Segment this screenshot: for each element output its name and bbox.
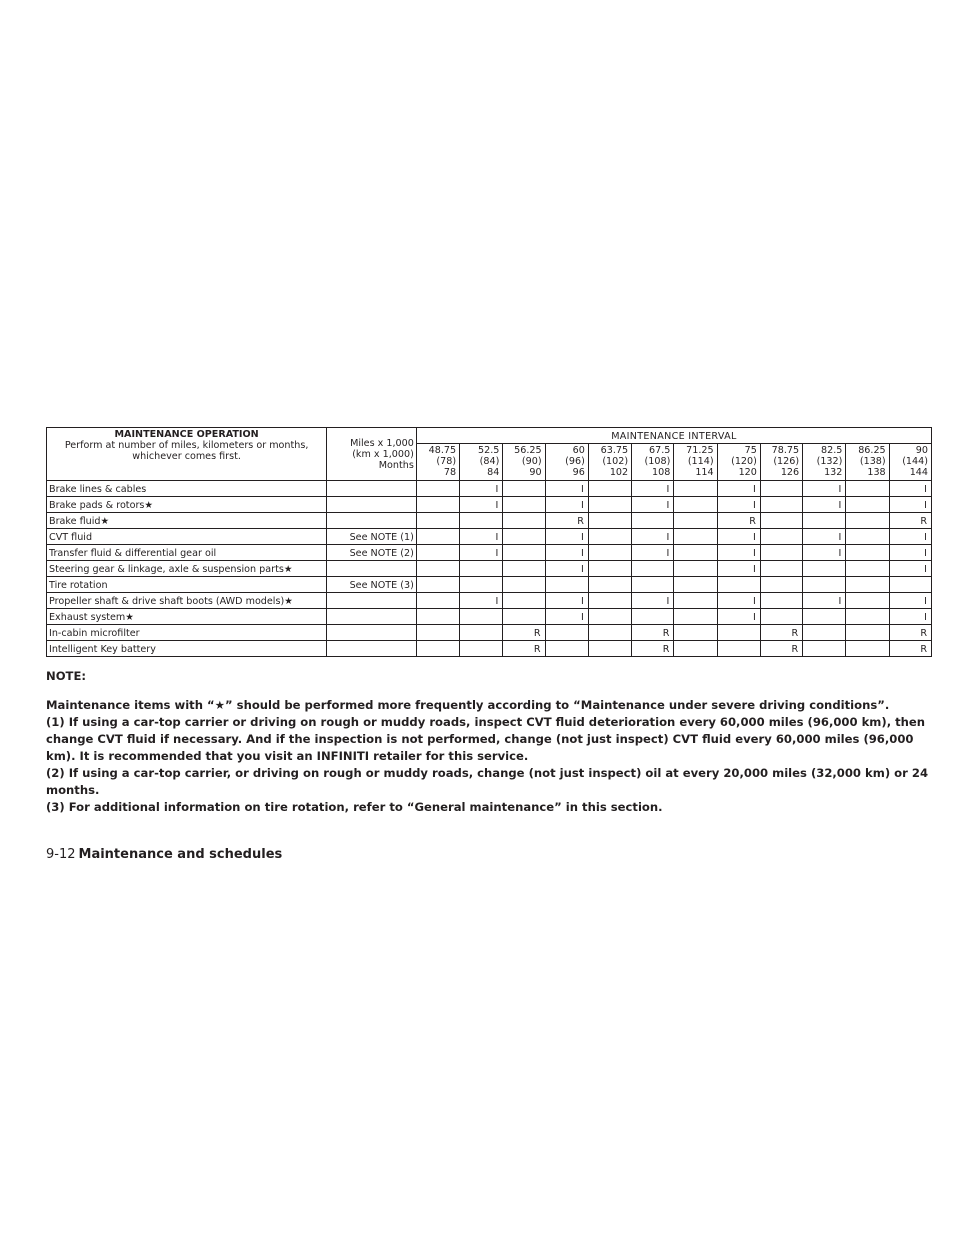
interval-mark: I: [632, 545, 674, 561]
interval-mark: [760, 545, 802, 561]
interval-mark: [503, 545, 545, 561]
interval-km: (144): [902, 456, 928, 467]
interval-mark: [717, 577, 760, 593]
interval-km: (84): [479, 456, 500, 467]
interval-mark: I: [460, 545, 503, 561]
interval-mark: [416, 481, 459, 497]
interval-mark: [632, 577, 674, 593]
interval-mark: [760, 497, 802, 513]
interval-miles: 67.5: [648, 445, 671, 456]
operation-note-ref: [327, 481, 417, 497]
interval-months: 78: [443, 467, 457, 478]
table-row: [47, 545, 932, 561]
table-row: [47, 593, 932, 609]
interval-mark: R: [760, 625, 802, 641]
units-km-label: (km x 1,000): [352, 448, 414, 460]
interval-mark: [460, 513, 503, 529]
interval-header-cell: [846, 444, 889, 481]
interval-mark: [846, 577, 889, 593]
interval-mark: [416, 577, 459, 593]
operation-name: Exhaust system★: [47, 609, 327, 625]
interval-mark: [503, 497, 545, 513]
interval-mark: I: [803, 545, 846, 561]
operation-name: Brake fluid★: [47, 513, 327, 529]
interval-months: 84: [487, 467, 500, 478]
operation-heading: MAINTENANCE OPERATION: [114, 429, 259, 440]
page-number: 9-12: [46, 847, 76, 862]
operation-header-cell: [47, 428, 327, 481]
interval-miles: 48.75: [428, 445, 457, 456]
interval-mark: [760, 513, 802, 529]
interval-km: (138): [859, 456, 886, 467]
interval-mark: [674, 625, 717, 641]
units-header-cell: [327, 428, 417, 481]
interval-mark: [674, 593, 717, 609]
note-severe-conditions: Maintenance items with “★” should be performed more frequently according to “Maintenance under severe driving conditions”.: [46, 698, 890, 712]
interval-mark: [760, 593, 802, 609]
interval-mark: R: [889, 625, 931, 641]
interval-mark: [588, 593, 631, 609]
interval-mark: [588, 497, 631, 513]
interval-mark: [846, 481, 889, 497]
interval-mark: [460, 609, 503, 625]
interval-mark: I: [460, 497, 503, 513]
interval-mark: I: [889, 497, 931, 513]
operation-name: Transfer fluid & differential gear oil: [47, 545, 327, 561]
operation-note-ref: [327, 513, 417, 529]
interval-km: (108): [644, 456, 671, 467]
interval-mark: [846, 545, 889, 561]
notes-section: [46, 668, 936, 816]
interval-mark: [503, 481, 545, 497]
interval-mark: [503, 529, 545, 545]
maintenance-schedule-table: [46, 427, 932, 657]
interval-months: 114: [695, 467, 714, 478]
interval-mark: [588, 625, 631, 641]
interval-header-cell: [416, 444, 459, 481]
interval-months: 102: [609, 467, 629, 478]
interval-km: (102): [602, 456, 629, 467]
interval-mark: I: [717, 497, 760, 513]
interval-mark: I: [460, 481, 503, 497]
interval-mark: I: [803, 529, 846, 545]
interval-mark: [416, 593, 459, 609]
header-row-top: [47, 428, 932, 444]
table-row: [47, 481, 932, 497]
interval-mark: [803, 513, 846, 529]
interval-mark: [803, 561, 846, 577]
interval-mark: I: [632, 481, 674, 497]
interval-mark: [846, 529, 889, 545]
interval-mark: [674, 497, 717, 513]
interval-mark: [588, 513, 631, 529]
interval-mark: I: [717, 593, 760, 609]
interval-mark: I: [545, 593, 588, 609]
interval-mark: R: [545, 513, 588, 529]
interval-miles: 52.5: [477, 445, 500, 456]
interval-km: (132): [816, 456, 843, 467]
interval-mark: [588, 577, 631, 593]
interval-mark: [632, 609, 674, 625]
interval-mark: [588, 561, 631, 577]
interval-km: (120): [731, 456, 757, 467]
interval-mark: I: [545, 545, 588, 561]
interval-mark: I: [803, 481, 846, 497]
interval-months: 126: [780, 467, 800, 478]
interval-mark: I: [717, 481, 760, 497]
interval-mark: R: [503, 641, 545, 657]
interval-mark: [588, 529, 631, 545]
interval-mark: [674, 577, 717, 593]
interval-mark: [717, 625, 760, 641]
interval-mark: [803, 577, 846, 593]
interval-months: 108: [652, 467, 671, 478]
interval-header-cell: [545, 444, 588, 481]
operation-name: Brake pads & rotors★: [47, 497, 327, 513]
operation-note-ref: [327, 641, 417, 657]
interval-miles: 86.25: [858, 445, 886, 456]
interval-miles: 90: [915, 445, 928, 456]
interval-mark: I: [889, 593, 931, 609]
interval-mark: [416, 529, 459, 545]
interval-mark: [717, 641, 760, 657]
note-1-cvt-fluid: (1) If using a car-top carrier or driving on rough or muddy roads, inspect CVT fluid deterioration every 60,000 miles (96,000 km), then change CVT fluid if necessary. And if the inspection is not performed, change (not just inspect) CVT fluid every 60,000 miles (96,000 km). It is recommended that you visit an INFINITI retailer for this service.: [46, 715, 926, 763]
interval-mark: [846, 593, 889, 609]
interval-mark: [460, 625, 503, 641]
interval-mark: I: [632, 529, 674, 545]
table-row: [47, 577, 932, 593]
interval-months: 132: [824, 467, 843, 478]
interval-miles: 56.25: [514, 445, 542, 456]
interval-mark: I: [889, 481, 931, 497]
interval-header-cell: [760, 444, 802, 481]
interval-mark: [460, 561, 503, 577]
schedule-body: [47, 481, 932, 657]
interval-mark: I: [545, 561, 588, 577]
interval-mark: [803, 609, 846, 625]
interval-months: 90: [529, 467, 542, 478]
interval-mark: [846, 513, 889, 529]
interval-mark: I: [717, 545, 760, 561]
interval-mark: [545, 625, 588, 641]
operation-name: Brake lines & cables: [47, 481, 327, 497]
interval-mark: [503, 513, 545, 529]
interval-mark: I: [545, 481, 588, 497]
interval-mark: R: [889, 641, 931, 657]
operation-note-ref: [327, 593, 417, 609]
page-footer: [46, 847, 282, 863]
interval-mark: [416, 513, 459, 529]
interval-miles: 71.25: [686, 445, 714, 456]
interval-mark: [503, 561, 545, 577]
interval-mark: [674, 561, 717, 577]
interval-mark: I: [803, 593, 846, 609]
interval-header-cell: [889, 444, 931, 481]
interval-mark: [588, 481, 631, 497]
interval-mark: I: [717, 561, 760, 577]
interval-mark: I: [545, 497, 588, 513]
note-3-tire-rotation: (3) For additional information on tire rotation, refer to “General maintenance” in this section.: [46, 800, 663, 814]
interval-mark: [588, 641, 631, 657]
interval-header-cell: [632, 444, 674, 481]
interval-mark: [460, 641, 503, 657]
interval-mark: I: [545, 609, 588, 625]
interval-mark: [588, 545, 631, 561]
interval-mark: [846, 609, 889, 625]
interval-mark: R: [632, 625, 674, 641]
interval-mark: [545, 577, 588, 593]
interval-header-cell: [588, 444, 631, 481]
interval-header-cell: [460, 444, 503, 481]
interval-header-cell: [674, 444, 717, 481]
section-title: Maintenance and schedules: [78, 847, 283, 862]
operation-name: CVT fluid: [47, 529, 327, 545]
interval-mark: I: [717, 609, 760, 625]
interval-km: (78): [436, 456, 457, 467]
interval-mark: [846, 641, 889, 657]
table-row: [47, 609, 932, 625]
interval-mark: [588, 609, 631, 625]
notes-title: NOTE:: [46, 669, 87, 683]
operation-name: Intelligent Key battery: [47, 641, 327, 657]
interval-mark: R: [717, 513, 760, 529]
units-miles-label: Miles x 1,000: [350, 437, 414, 449]
interval-mark: [760, 561, 802, 577]
interval-mark: [416, 625, 459, 641]
interval-km: (90): [521, 456, 542, 467]
interval-mark: I: [889, 561, 931, 577]
interval-months: 96: [572, 467, 585, 478]
operation-name: In-cabin microfilter: [47, 625, 327, 641]
operation-note-ref: [327, 561, 417, 577]
interval-mark: [674, 481, 717, 497]
note-2-gear-oil: (2) If using a car-top carrier, or driving on rough or muddy roads, change (not just inspect) oil at every 20,000 miles (32,000 km) or 24 months.: [46, 766, 929, 797]
interval-mark: [760, 481, 802, 497]
operation-note-ref: See NOTE (1): [327, 529, 417, 545]
interval-mark: [760, 609, 802, 625]
table-row: [47, 641, 932, 657]
operation-note-ref: [327, 497, 417, 513]
operation-note-ref: [327, 625, 417, 641]
interval-mark: [416, 609, 459, 625]
table-row: [47, 497, 932, 513]
interval-km: (126): [773, 456, 800, 467]
interval-mark: [803, 625, 846, 641]
interval-mark: R: [632, 641, 674, 657]
interval-header-cell: [803, 444, 846, 481]
interval-miles: 75: [744, 445, 757, 456]
operation-note-ref: See NOTE (2): [327, 545, 417, 561]
table-row: [47, 513, 932, 529]
interval-mark: I: [545, 529, 588, 545]
interval-mark: [416, 545, 459, 561]
interval-mark: [760, 577, 802, 593]
interval-km: (96): [565, 456, 585, 467]
interval-mark: [889, 577, 931, 593]
interval-header-cell: [503, 444, 545, 481]
interval-miles: 78.75: [771, 445, 800, 456]
interval-mark: [460, 577, 503, 593]
interval-mark: [674, 545, 717, 561]
interval-mark: I: [889, 609, 931, 625]
interval-mark: [503, 609, 545, 625]
interval-mark: [846, 561, 889, 577]
interval-mark: R: [760, 641, 802, 657]
interval-header-cell: [717, 444, 760, 481]
interval-mark: [416, 497, 459, 513]
operation-name: Steering gear & linkage, axle & suspension parts★: [47, 561, 327, 577]
interval-mark: [674, 641, 717, 657]
interval-mark: I: [889, 545, 931, 561]
table-row: [47, 625, 932, 641]
interval-months: 120: [738, 467, 757, 478]
interval-mark: [503, 593, 545, 609]
interval-mark: [632, 561, 674, 577]
interval-miles: 63.75: [600, 445, 629, 456]
interval-mark: [674, 529, 717, 545]
interval-mark: I: [717, 529, 760, 545]
interval-mark: [846, 625, 889, 641]
interval-miles: 60: [572, 445, 585, 456]
operation-note-ref: [327, 609, 417, 625]
units-months-label: Months: [378, 459, 414, 471]
interval-mark: [760, 529, 802, 545]
interval-miles: 82.5: [821, 445, 843, 456]
interval-mark: I: [889, 529, 931, 545]
interval-mark: [545, 641, 588, 657]
interval-mark: [503, 577, 545, 593]
interval-mark: R: [889, 513, 931, 529]
operation-subheading: Perform at number of miles, kilometers or months, whichever comes first.: [64, 440, 309, 462]
interval-mark: [416, 561, 459, 577]
interval-mark: I: [460, 529, 503, 545]
interval-heading: MAINTENANCE INTERVAL: [416, 428, 931, 444]
table-row: [47, 529, 932, 545]
interval-mark: [803, 641, 846, 657]
interval-mark: [416, 641, 459, 657]
interval-mark: I: [803, 497, 846, 513]
interval-mark: [632, 513, 674, 529]
interval-mark: I: [632, 497, 674, 513]
interval-months: 144: [909, 467, 928, 478]
interval-mark: I: [460, 593, 503, 609]
interval-mark: [674, 609, 717, 625]
operation-name: Tire rotation: [47, 577, 327, 593]
interval-mark: [846, 497, 889, 513]
interval-mark: I: [632, 593, 674, 609]
interval-months: 138: [867, 467, 886, 478]
interval-mark: R: [503, 625, 545, 641]
operation-name: Propeller shaft & drive shaft boots (AWD models)★: [47, 593, 327, 609]
interval-mark: [674, 513, 717, 529]
interval-km: (114): [687, 456, 714, 467]
operation-note-ref: See NOTE (3): [327, 577, 417, 593]
table-row: [47, 561, 932, 577]
